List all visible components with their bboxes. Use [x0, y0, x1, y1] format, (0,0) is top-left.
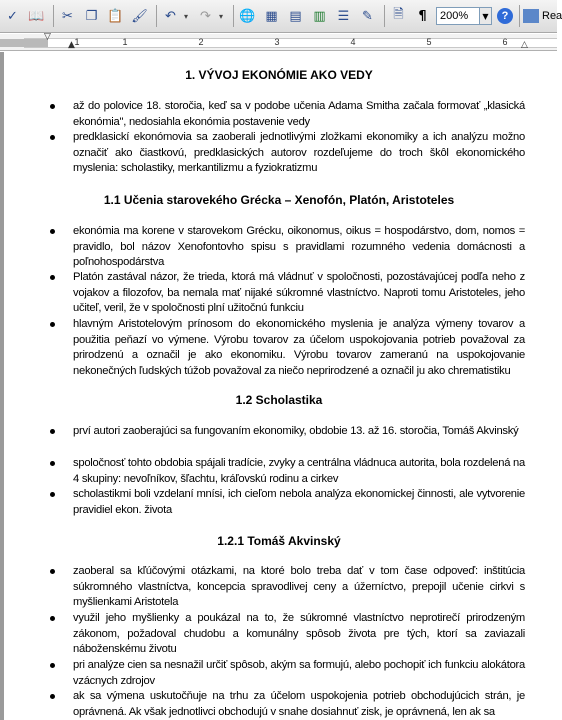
list-item-text: ak sa výmena uskutočňuje na trhu za účelom uspokojenia potrieb obchodujúcich strán, je oprávnená. Ak však jednotlivci obchodujú v snahe dosiahnuť zisk, je oprávnená, len ak sa: [73, 690, 525, 718]
toolbar-separator: [233, 5, 234, 27]
list-item-text: ekonómia ma korene v starovekom Grécku, oikonomus, oikus = hospodárstvo, dom, nomos = pravidlo, bol názov Xenofontovho spisu s pravidlami rozumného vedenia domácnosti a poľnohospodárstva: [73, 225, 525, 268]
list-item-text: scholastikmi boli vzdelaní mnísi, ich cieľom nebola analýza ekonomickej činnosti, ale vytvorenie pravidiel ekon. života: [73, 488, 525, 516]
ruler-number: 5: [426, 37, 432, 47]
bullet-icon: [50, 569, 55, 574]
bullet-icon: [50, 275, 55, 280]
toolbar-separator: [519, 5, 520, 27]
bullet-icon: [50, 492, 55, 497]
heading-1-2: 1.2 Scholastika: [235, 393, 323, 407]
help-icon[interactable]: ?: [497, 8, 513, 24]
format-painter-icon[interactable]: 🖌: [131, 8, 148, 24]
horizontal-ruler[interactable]: [0, 34, 557, 51]
read-button-label[interactable]: Rea: [542, 10, 562, 22]
heading-1-2-1: 1.2.1 Tomáš Akvinský: [217, 534, 341, 548]
ruler-number: 1: [74, 37, 80, 47]
redo-dropdown-icon[interactable]: ▾: [219, 11, 224, 21]
cut-icon[interactable]: ✂: [62, 8, 73, 24]
heading-1-1: 1.1 Učenia starovekého Grécka – Xenofón, Platón, Aristoteles: [103, 193, 455, 207]
drawing-icon[interactable]: ✎: [362, 8, 373, 24]
ruler-number: 6: [502, 37, 508, 47]
hyperlink-icon[interactable]: 🌐: [239, 8, 256, 24]
bullet-icon: [50, 616, 55, 621]
bullet-icon: [50, 135, 55, 140]
document-map-icon[interactable]: 🗎: [393, 7, 404, 22]
copy-icon[interactable]: ❐: [85, 8, 98, 24]
hanging-indent-icon[interactable]: ▲: [68, 40, 75, 50]
bullet-icon: [50, 229, 55, 234]
bullet-icon: [50, 322, 55, 327]
list-item-text: využil jeho myšlienky a poukázal na to, že súkromné vlastníctvo neprotirečí prirodzeným zákonom, požadoval chudobu a komunálny spôsob života pre tých, ktorí sa zaviazali náboženskému životu: [73, 612, 525, 655]
ruler-bar: [24, 38, 557, 48]
list-item-text: hlavným Aristotelovým prínosom do ekonomického myslenia je analýza výmeny tovarov a použitia peňazí vo výmene. Výrobu tovarov za účelom uspokojovania potrieb považoval za prirodzenú a označil je ako ekonomiku. Výrobu tovarov zameranú na uspokojovanie nekonečných ľudských túžob považoval za niečo neprirodzené a označil ju ako chrematistiku: [73, 318, 525, 377]
document-page[interactable]: [0, 52, 557, 720]
spelling-icon[interactable]: ✓: [7, 8, 18, 24]
list-item-text: zaoberal sa kľúčovými otázkami, na ktoré bolo treba dať v tom čase odpoveď: inštitúcia súkromného vlastníctva, koncepcia spravodlivej ceny a úžerníctvo, prepojil učenie cirkvi s myšlienkami Aristotela: [73, 565, 525, 608]
right-indent-icon[interactable]: △: [521, 40, 528, 50]
redo-icon[interactable]: ↷: [200, 8, 211, 24]
ruler-number: 2: [198, 37, 204, 47]
undo-dropdown-icon[interactable]: ▾: [184, 11, 189, 21]
heading-1: 1. VÝVOJ EKONÓMIE AKO VEDY: [185, 68, 373, 82]
toolbar-separator: [156, 5, 157, 27]
undo-icon[interactable]: ↶: [165, 8, 176, 24]
bullet-icon: [50, 104, 55, 109]
list-item-text: spoločnosť tohto obdobia spájali tradície, zvyky a centrálna vládnuca autorita, bola rozdelená na 4 skupiny: nevoľníkov, šľachtu, kráľovskú rodinu a cirkev: [73, 457, 525, 485]
zoom-dropdown-icon[interactable]: ▼: [480, 7, 492, 25]
page-edge: [0, 52, 4, 720]
insert-excel-icon[interactable]: ▥: [313, 8, 326, 24]
list-item-text: až do polovice 18. storočia, keď sa v podobe učenia Adama Smitha začala formovať „klasická ekonómia", nedosiahla ekonómia postavenie vedy: [73, 100, 525, 128]
first-line-indent-icon[interactable]: ▽: [44, 32, 51, 42]
tables-borders-icon[interactable]: ▦: [265, 8, 278, 24]
list-item-text: predklasickí ekonómovia sa zaoberali jednotlivými zložkami ekonomiky a ich analýzu možno označiť ako čiastkovú, predklasických autorov rozdeľujeme do troch škôl ekonomického myslenia: scholastiky, merkantilizmu a fyziokratizmu: [73, 131, 525, 174]
show-formatting-icon[interactable]: ¶: [418, 8, 427, 24]
columns-icon[interactable]: ☰: [337, 8, 350, 24]
bullet-icon: [50, 663, 55, 668]
ruler-number: 1: [122, 37, 128, 47]
list-item-text: Platón zastával názor, že trieda, ktorá má vládnuť v spoločnosti, pozostávajúcej podľa neho z vojakov a filozofov, ba nemala mať nijaké súkromné vlastníctvo. Naproti tomu Aristoteles, jeho učiteľ, veril, že v spoločnosti plní užitočnú funkciu: [73, 271, 525, 314]
read-icon[interactable]: [523, 9, 539, 23]
list-item-text: pri analýze cien sa nesnažil určiť spôsob, akým sa formujú, alebo pochopiť ich funkciu alokátora vzácnych zdrojov: [73, 659, 525, 687]
research-icon[interactable]: 📖: [28, 8, 45, 24]
ruler-number: 4: [350, 37, 356, 47]
ruler-margin: [0, 39, 48, 47]
bullet-icon: [50, 461, 55, 466]
bullet-icon: [50, 429, 55, 434]
toolbar-separator: [53, 5, 54, 27]
paste-icon[interactable]: 📋: [107, 8, 124, 24]
bullet-icon: [50, 694, 55, 699]
list-item-text: prví autori zaoberajúci sa fungovaním ekonomiky, obdobie 13. až 16. storočia, Tomáš Akvinský: [73, 425, 519, 437]
standard-toolbar: [0, 0, 562, 33]
toolbar-separator: [384, 5, 385, 27]
insert-table-icon[interactable]: ▤: [289, 8, 302, 24]
ruler-number: 3: [274, 37, 280, 47]
zoom-input[interactable]: 200%: [436, 7, 480, 25]
